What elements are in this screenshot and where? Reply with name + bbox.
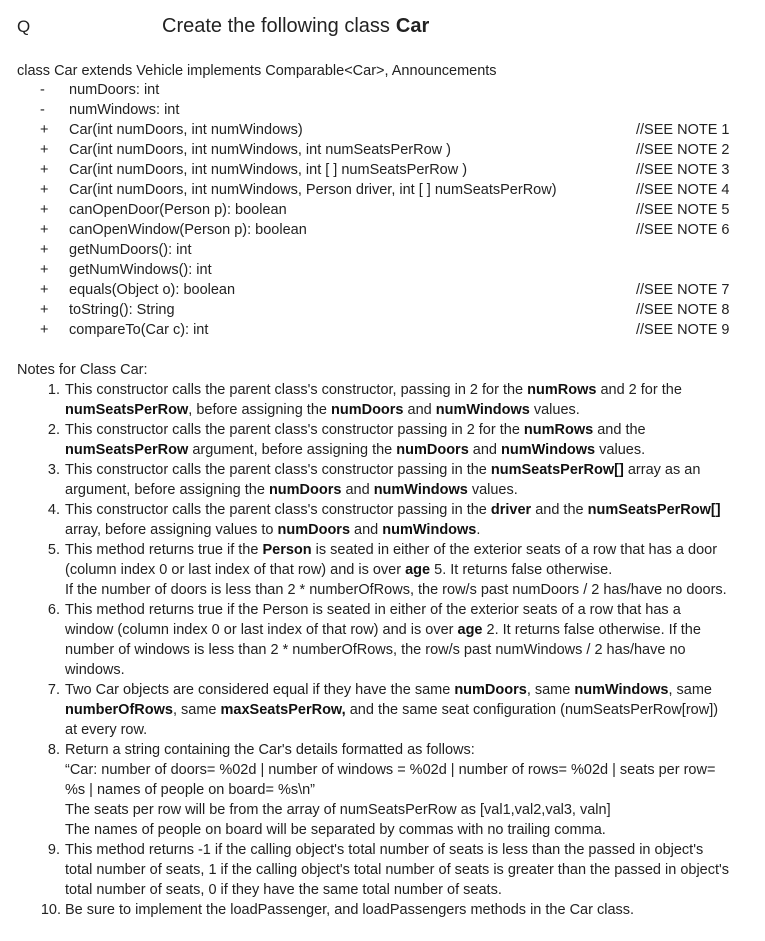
- note-text: and the: [531, 502, 588, 518]
- note-keyword: maxSeatsPerRow,: [220, 702, 346, 718]
- note-keyword: numWindows: [574, 682, 669, 698]
- note-text: and the same seat configuration (numSeatsPerRow[row]) at every row.: [65, 702, 719, 738]
- note-keyword: Person: [262, 542, 312, 558]
- title-prefix: Create the following class: [162, 15, 390, 37]
- member-signature: toString(): String: [69, 302, 175, 318]
- note-keyword: numRows: [523, 422, 594, 438]
- note-text: and the: [593, 422, 646, 438]
- member-visibility: +: [40, 302, 49, 318]
- note-number: 3.: [47, 462, 60, 478]
- note-keyword: numWindows: [382, 522, 477, 538]
- note-keyword: numSeatsPerRow[]: [490, 462, 624, 478]
- note-text: Be sure to implement the loadPassenger, and loadPassengers methods in the Car class.: [65, 902, 635, 918]
- member-signature: equals(Object o): boolean: [69, 282, 236, 298]
- member-note-ref: //SEE NOTE 2: [636, 142, 730, 158]
- note-keyword: numSeatsPerRow[]: [587, 502, 721, 518]
- member-visibility: -: [40, 82, 45, 98]
- member-note-ref: //SEE NOTE 8: [636, 302, 730, 318]
- member-row: [0, 100, 765, 120]
- note-text: , same: [526, 682, 575, 698]
- note-keyword: numberOfRows: [65, 702, 173, 718]
- member-visibility: +: [40, 202, 49, 218]
- note-text: array as an argument, before assigning the: [65, 462, 701, 498]
- member-visibility: +: [40, 162, 49, 178]
- member-note-ref: //SEE NOTE 5: [636, 202, 730, 218]
- member-note-ref: //SEE NOTE 3: [636, 162, 730, 178]
- member-visibility: +: [40, 242, 49, 258]
- member-row: [0, 140, 765, 160]
- note-item: [47, 840, 730, 900]
- note-text: , before assigning the: [188, 402, 331, 418]
- note-text: 5. It returns false otherwise.: [430, 562, 613, 578]
- note-keyword: age: [457, 622, 483, 638]
- member-visibility: +: [40, 282, 49, 298]
- note-text: This method returns true if the: [65, 542, 263, 558]
- note-keyword: numDoors: [454, 682, 527, 698]
- question-label: Q: [17, 17, 31, 36]
- note-text: This constructor calls the parent class's constructor passing in 2 for the: [65, 422, 524, 438]
- note-item: [47, 540, 730, 600]
- note-text: and: [350, 522, 383, 538]
- note-text: array, before assigning values to: [65, 522, 278, 538]
- note-text: is seated in either of the exterior seats of a row that has a door (column index 0 or last index of that row) and is over: [65, 542, 718, 578]
- member-note-ref: //SEE NOTE 6: [636, 222, 730, 238]
- note-keyword: numWindows: [373, 482, 468, 498]
- member-note-ref: //SEE NOTE 4: [636, 182, 730, 198]
- member-row: [0, 180, 765, 200]
- page-title: [162, 15, 429, 38]
- note-number: 4.: [47, 502, 60, 518]
- member-signature: Car(int numDoors, int numWindows): [69, 122, 303, 138]
- note-text: “Car: number of doors= %02d | number of windows = %02d | number of rows= %02d | seats per row= %s | names of people on board= %s\n”: [65, 762, 716, 798]
- member-visibility: +: [40, 222, 49, 238]
- note-text: This constructor calls the parent class's constructor passing in the: [65, 502, 491, 518]
- note-keyword: numWindows: [435, 402, 530, 418]
- note-keyword: numSeatsPerRow: [65, 402, 189, 418]
- member-visibility: +: [40, 322, 49, 338]
- member-visibility: +: [40, 262, 49, 278]
- note-text: 2. It returns false otherwise. If the number of windows is less than 2 * numberOfRows, the row/s past numWindows / 2 has/have no windows.: [65, 622, 701, 678]
- member-note-ref: //SEE NOTE 1: [636, 122, 730, 138]
- note-text: , same: [172, 702, 221, 718]
- member-row: [0, 200, 765, 220]
- note-number: 7.: [47, 682, 60, 698]
- note-keyword: age: [405, 562, 431, 578]
- note-number: 10.: [40, 902, 61, 918]
- note-text: The names of people on board will be separated by commas with no trailing comma.: [65, 822, 606, 838]
- note-item: [47, 740, 730, 840]
- note-text: This constructor calls the parent class's constructor passing in the: [65, 462, 491, 478]
- note-number: 8.: [47, 742, 60, 758]
- member-row: [0, 120, 765, 140]
- note-keyword: numDoors: [268, 482, 342, 498]
- note-text: argument, before assigning the: [188, 442, 397, 458]
- member-row: [0, 260, 765, 280]
- member-signature: numDoors: int: [69, 82, 160, 98]
- member-row: [0, 220, 765, 240]
- note-text: This method returns true if the Person is seated in either of the exterior seats of a row that has a window (column index 0 or last index of that row) and is over: [65, 602, 681, 638]
- note-keyword: numSeatsPerRow: [65, 442, 189, 458]
- member-signature: canOpenDoor(Person p): boolean: [69, 202, 287, 218]
- note-item: [47, 600, 730, 680]
- note-text: .: [476, 522, 481, 538]
- member-note-ref: //SEE NOTE 7: [636, 282, 730, 298]
- note-text: The seats per row will be from the array of numSeatsPerRow as [val1,val2,val3, valn]: [65, 802, 611, 818]
- member-row: [0, 80, 765, 100]
- member-row: [0, 160, 765, 180]
- note-item: [47, 460, 730, 500]
- note-text: and: [341, 482, 374, 498]
- note-number: 6.: [47, 602, 60, 618]
- note-text: This method returns -1 if the calling object's total number of seats is less than the passed in object's total number of seats, 1 if the calling object's total number of seats is greater than the passed in object's total number of seats, 0 if they have the same total number of seats.: [65, 842, 730, 898]
- member-row: [0, 280, 765, 300]
- title-class-name: Car: [395, 15, 430, 37]
- member-note-ref: //SEE NOTE 9: [636, 322, 730, 338]
- note-text: If the number of doors is less than 2 * numberOfRows, the row/s past numDoors / 2 has/have no doors.: [65, 582, 727, 598]
- note-item: [47, 500, 730, 540]
- note-item: [40, 900, 730, 920]
- member-row: [0, 240, 765, 260]
- member-visibility: +: [40, 142, 49, 158]
- note-number: 5.: [47, 542, 60, 558]
- class-members: [0, 80, 765, 340]
- member-signature: Car(int numDoors, int numWindows, int numSeatsPerRow ): [69, 142, 451, 158]
- note-text: and: [468, 442, 502, 458]
- member-visibility: +: [40, 182, 49, 198]
- note-keyword: numRows: [527, 382, 597, 398]
- note-keyword: numDoors: [277, 522, 351, 538]
- member-row: [0, 320, 765, 340]
- note-keyword: numDoors: [396, 442, 469, 458]
- member-visibility: +: [40, 122, 49, 138]
- member-signature: compareTo(Car c): int: [69, 322, 209, 338]
- note-number: 1.: [47, 382, 60, 398]
- member-signature: canOpenWindow(Person p): boolean: [69, 222, 307, 238]
- page-header: [0, 14, 765, 42]
- note-text: and: [403, 402, 436, 418]
- note-keyword: driver: [490, 502, 532, 518]
- member-signature: numWindows: int: [69, 102, 180, 118]
- member-row: [0, 300, 765, 320]
- notes-list: [0, 380, 730, 920]
- class-declaration: class Car extends Vehicle implements Comparable<Car>, Announcements: [17, 63, 497, 79]
- note-text: and 2 for the: [596, 382, 682, 398]
- member-visibility: -: [40, 102, 45, 118]
- notes-title: Notes for Class Car:: [17, 362, 148, 378]
- note-text: Return a string containing the Car's details formatted as follows:: [65, 742, 475, 758]
- note-number: 9.: [47, 842, 60, 858]
- note-item: [47, 680, 730, 740]
- member-signature: Car(int numDoors, int numWindows, Person driver, int [ ] numSeatsPerRow): [69, 182, 557, 198]
- member-signature: getNumDoors(): int: [69, 242, 192, 258]
- member-signature: Car(int numDoors, int numWindows, int [ ] numSeatsPerRow ): [69, 162, 468, 178]
- note-keyword: numWindows: [501, 442, 596, 458]
- note-item: [47, 380, 730, 420]
- note-text: , same: [668, 682, 712, 698]
- note-text: values.: [467, 482, 518, 498]
- note-text: This constructor calls the parent class's constructor, passing in 2 for the: [65, 382, 528, 398]
- note-text: values.: [595, 442, 646, 458]
- note-keyword: numDoors: [330, 402, 404, 418]
- member-signature: getNumWindows(): int: [69, 262, 212, 278]
- note-text: Two Car objects are considered equal if they have the same: [65, 682, 455, 698]
- note-item: [47, 420, 730, 460]
- note-number: 2.: [47, 422, 60, 438]
- note-text: values.: [529, 402, 580, 418]
